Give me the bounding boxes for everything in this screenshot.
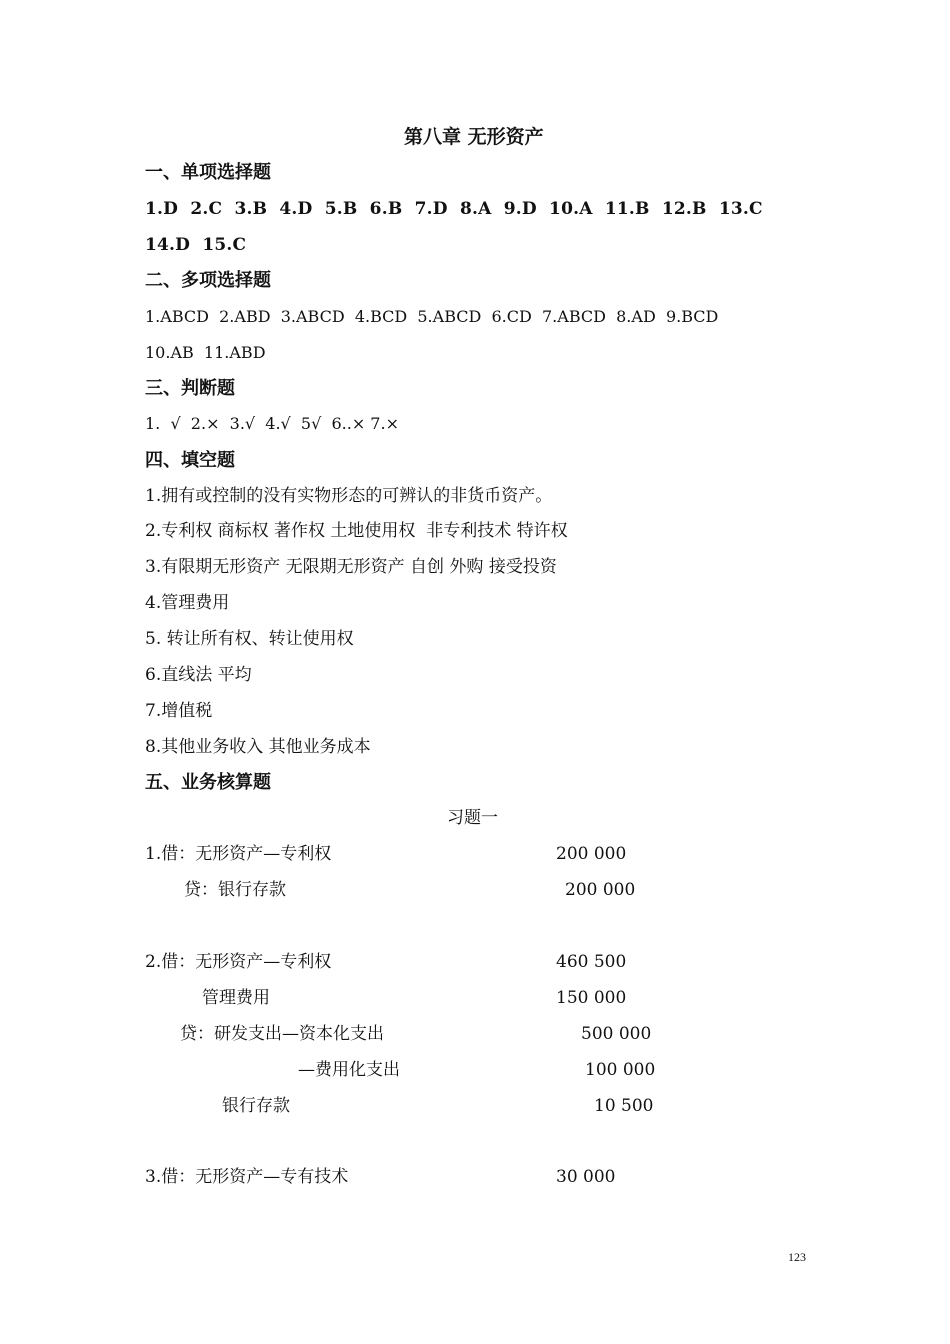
multi-choice-answers-line1: 1.ABCD 2.ABD 3.ABCD 4.BCD 5.ABCD 6.CD 7.ABCD 8.AD 9.BCD bbox=[145, 307, 719, 326]
judgement-answers: 1. √ 2.× 3.√ 4.√ 5√ 6..× 7.× bbox=[145, 414, 399, 433]
journal-debit-amount: 30 000 bbox=[556, 1167, 616, 1187]
journal-debit-amount: 460 500 bbox=[556, 952, 627, 972]
single-choice-answers-line1: 1.D 2.C 3.B 4.D 5.B 6.B 7.D 8.A 9.D 10.A 11.B 12.B 13.C bbox=[145, 199, 763, 219]
journal-credit-amount: 100 000 bbox=[585, 1060, 656, 1080]
journal-debit-label: 2.借：无形资产—专利权 bbox=[145, 952, 332, 972]
fill-blank-item: 5. 转让所有权、转让使用权 bbox=[145, 629, 354, 649]
journal-credit-amount: 500 000 bbox=[581, 1024, 652, 1044]
journal-credit-amount: 10 500 bbox=[594, 1096, 654, 1116]
journal-debit-amount: 150 000 bbox=[556, 988, 627, 1008]
fill-blank-item: 4.管理费用 bbox=[145, 593, 230, 613]
fill-blank-item: 6.直线法 平均 bbox=[145, 665, 252, 685]
journal-debit-label: 3.借：无形资产—专有技术 bbox=[145, 1167, 349, 1187]
journal-debit-amount: 200 000 bbox=[556, 844, 627, 864]
page-number: 123 bbox=[788, 1250, 806, 1264]
fill-blank-heading: 四、填空题 bbox=[145, 450, 235, 471]
fill-blank-item: 8.其他业务收入 其他业务成本 bbox=[145, 737, 371, 757]
journal-debit-label: 1.借：无形资产—专利权 bbox=[145, 844, 332, 864]
journal-credit-amount: 200 000 bbox=[565, 880, 636, 900]
journal-debit-label: 管理费用 bbox=[202, 988, 270, 1008]
fill-blank-item: 7.增值税 bbox=[145, 701, 213, 721]
multi-choice-answers-line2: 10.AB 11.ABD bbox=[145, 343, 266, 362]
chapter-title: 第八章 无形资产 bbox=[404, 126, 544, 148]
fill-blank-item: 3.有限期无形资产 无限期无形资产 自创 外购 接受投资 bbox=[145, 557, 557, 577]
single-choice-answers-line2: 14.D 15.C bbox=[145, 235, 247, 255]
journal-credit-label: 银行存款 bbox=[222, 1096, 290, 1116]
exercise-title: 习题一 bbox=[447, 808, 498, 828]
judgement-heading: 三、判断题 bbox=[145, 378, 235, 399]
business-heading: 五、业务核算题 bbox=[145, 772, 271, 793]
journal-credit-label: 贷：银行存款 bbox=[184, 880, 286, 900]
journal-credit-label: 贷：研发支出—资本化支出 bbox=[180, 1024, 384, 1044]
fill-blank-item: 1.拥有或控制的没有实物形态的可辨认的非货币资产。 bbox=[145, 486, 553, 506]
journal-credit-label: —费用化支出 bbox=[298, 1060, 400, 1080]
single-choice-heading: 一、单项选择题 bbox=[145, 162, 271, 183]
fill-blank-item: 2.专利权 商标权 著作权 土地使用权 非专利技术 特许权 bbox=[145, 521, 568, 541]
multi-choice-heading: 二、多项选择题 bbox=[145, 270, 271, 291]
